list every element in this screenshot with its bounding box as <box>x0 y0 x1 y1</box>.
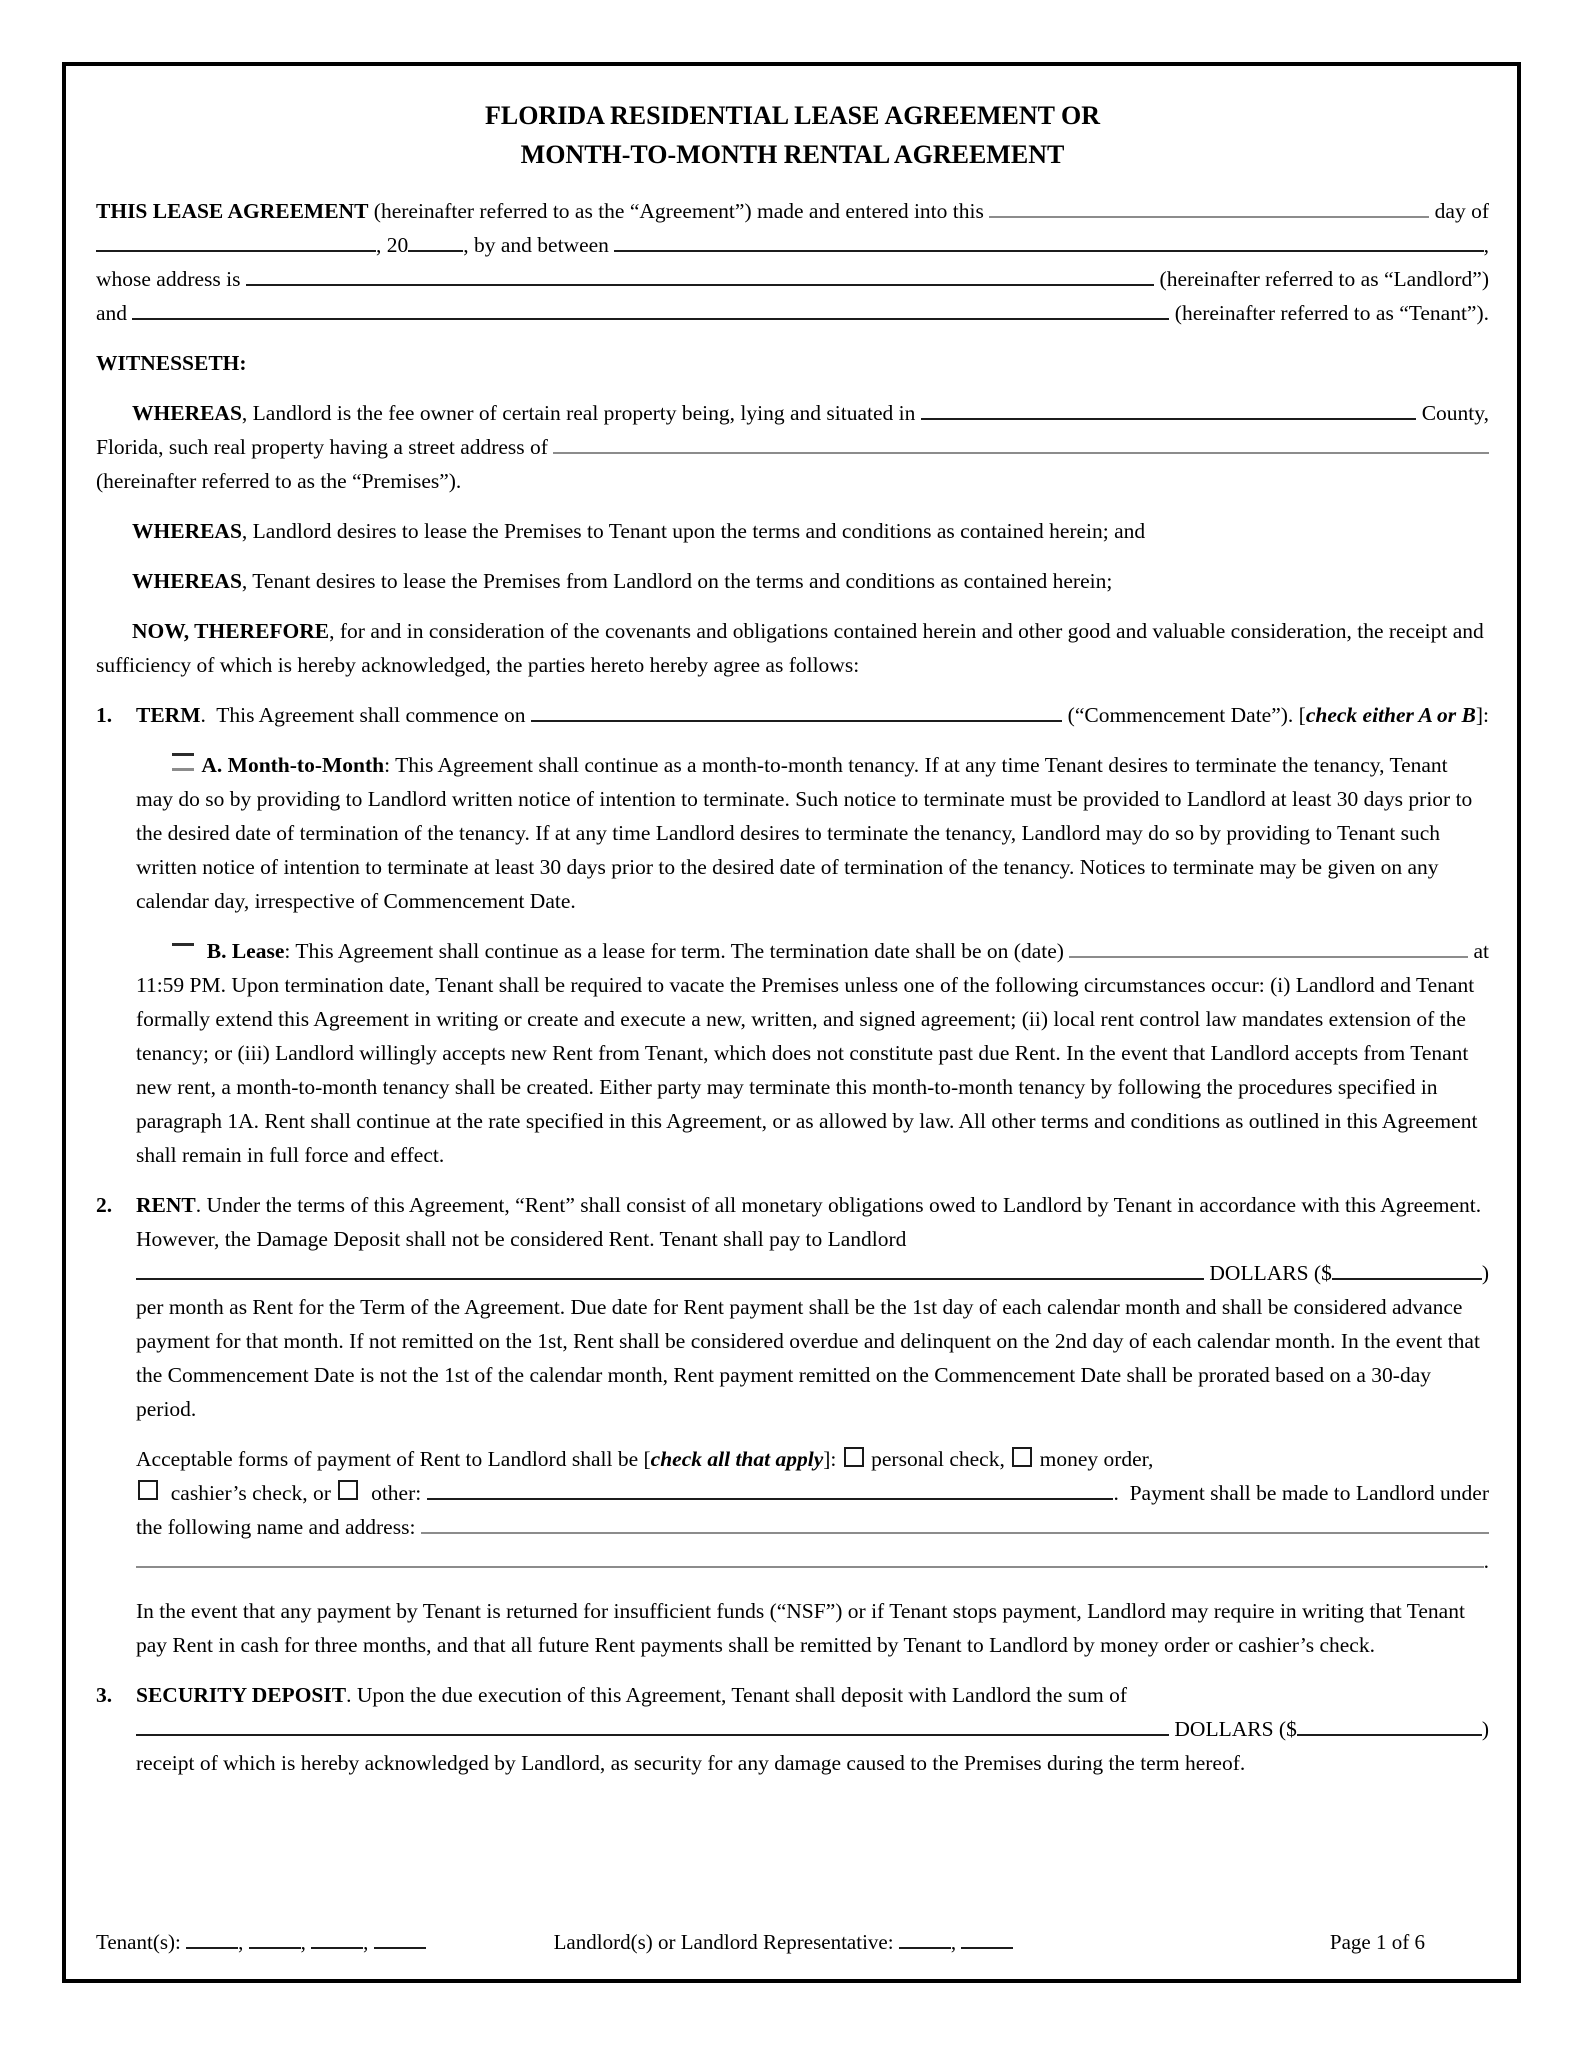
page-number: Page 1 of 6 <box>1329 1930 1425 1954</box>
text-segment: WITNESSETH: <box>96 351 247 375</box>
tab-indent <box>136 771 172 772</box>
paragraph-content <box>136 1442 1489 1476</box>
form-line <box>136 934 1489 968</box>
form-line <box>96 296 1489 330</box>
paragraph <box>96 1188 1489 1256</box>
text-segment: the following name and address: <box>136 1515 421 1539</box>
paragraph-content <box>136 1256 1489 1290</box>
paragraph <box>96 514 1489 548</box>
checkbox-option-a[interactable] <box>172 753 194 771</box>
text-segment: , for and in consideration of the covenants and obligations contained herein and other good and valuable consideration, the receipt and sufficiency of which is hereby acknowledged, the parties hereto hereby agree as follows: <box>96 619 1484 677</box>
section-number: 2. <box>96 1193 113 1217</box>
text-segment: per month as Rent for the Term of the Agreement. Due date for Rent payment shall be the 1st day of each calendar month and shall be considered advance payment for that month. If not remitted on the 1st, Rent shall be considered overdue and delinquent on the 2nd day of each calendar month. In the event that the Commencement Date is not the 1st of the calendar month, Rent payment remitted on the Commencement Date shall be prorated based on a 30-day period. <box>136 1295 1480 1421</box>
text-segment: receipt of which is hereby acknowledged by Landlord, as security for any damage caused to the Premises during the term hereof. <box>136 1751 1246 1775</box>
text-segment: WHEREAS <box>132 569 242 593</box>
text-segment: Landlord(s) or Landlord Representative: <box>553 1930 899 1954</box>
text-segment: check all that apply <box>650 1447 824 1471</box>
blank-field[interactable] <box>961 1927 1013 1949</box>
form-line <box>96 430 1489 464</box>
text-segment: NOW, THEREFORE <box>132 619 330 643</box>
checkbox[interactable] <box>844 1447 864 1467</box>
paragraph <box>96 614 1489 682</box>
text-segment: other: <box>360 1481 427 1505</box>
text-segment: personal check, <box>865 1447 1011 1471</box>
text-segment: , <box>238 1930 249 1954</box>
text-segment: (hereinafter referred to as “Landlord”) <box>1154 267 1489 291</box>
section-number: 3. <box>96 1683 113 1707</box>
paragraph <box>136 748 1489 918</box>
form-line <box>136 1476 1489 1510</box>
paragraph-content <box>96 296 1489 330</box>
text-segment: TERM <box>136 703 201 727</box>
paragraph-content <box>96 430 1489 464</box>
text-segment: (hereinafter referred to as the “Agreement”) made and entered into this <box>368 199 990 223</box>
paragraph-content <box>136 1476 1489 1510</box>
paragraph-content <box>96 346 1489 380</box>
text-segment: . Under the terms of this Agreement, “Rent” shall consist of all monetary obligations owed to Landlord by Tenant in accordance with this Agreement. However, the Damage Deposit shall not be considered Rent. Tenant shall pay to Landlord <box>136 1193 1482 1251</box>
form-line <box>96 698 1489 732</box>
text-segment: . <box>1483 1549 1489 1573</box>
paragraph <box>96 1678 1489 1712</box>
paragraph-content <box>96 262 1489 296</box>
text-segment: WHEREAS <box>132 401 242 425</box>
document-page <box>62 62 1521 1983</box>
paragraph-content <box>136 1544 1489 1578</box>
title-line-2: MONTH-TO-MONTH RENTAL AGREEMENT <box>520 140 1065 169</box>
text-segment: Tenant(s): <box>96 1930 187 1954</box>
text-segment: A. Month-to-Month <box>201 753 385 777</box>
text-segment: (hereinafter referred to as the “Premises”). <box>96 469 462 493</box>
form-line <box>136 1510 1489 1544</box>
tab-indent <box>136 957 172 958</box>
blank-field[interactable] <box>408 230 463 252</box>
text-segment: cashier’s check, or <box>160 1481 337 1505</box>
blank-field[interactable] <box>1297 1714 1482 1736</box>
text-segment: 11:59 PM. Upon termination date, Tenant shall be required to vacate the Premises unless one of the following circumstances occur: (i) Landlord and Tenant formally extend this Agreement in writing or create and execute a new, written, and signed agreement; (ii) local rent control law mandates extension of the tenancy; or (iii) Landlord willingly accepts new Rent from Tenant, which does not constitute past due Rent. In the event that Landlord accepts from Tenant new rent, a month-to-month tenancy shall be created. Either party may terminate this month-to-month tenancy by following the procedures specified in paragraph 1A. Rent shall continue at the rate specified in this Agreement, or as allowed by law. All other terms and conditions as outlined in this Agreement shall remain in full force and effect. <box>136 973 1478 1167</box>
blank-field[interactable] <box>553 432 1489 454</box>
paragraph <box>96 464 1489 498</box>
text-segment: B. Lease <box>206 939 285 963</box>
paragraph <box>136 1594 1489 1662</box>
form-line <box>96 396 1489 430</box>
text-segment: DOLLARS ($ <box>1169 1717 1297 1741</box>
paragraph-content <box>136 934 1489 968</box>
paragraph <box>136 1442 1489 1476</box>
paragraph-content <box>96 194 1489 228</box>
paragraph-content <box>136 698 1489 732</box>
form-line <box>96 194 1489 228</box>
text-segment: , <box>300 1930 312 1954</box>
paragraph-content <box>136 1678 1489 1712</box>
blank-field[interactable] <box>96 230 376 252</box>
title-line-1: FLORIDA RESIDENTIAL LEASE AGREEMENT OR <box>484 101 1100 130</box>
text-segment: . This Agreement shall commence on <box>200 703 531 727</box>
text-segment: , <box>950 1930 962 1954</box>
text-segment: , Tenant desires to lease the Premises from Landlord on the terms and conditions as contained herein; <box>241 569 1113 593</box>
paragraph-content <box>96 396 1489 430</box>
tab-indent <box>96 637 132 638</box>
text-segment: , <box>363 1930 374 1954</box>
text-segment <box>196 934 207 968</box>
blank-field[interactable] <box>899 1927 951 1949</box>
text-segment: , 20 <box>376 233 409 257</box>
paragraph-content <box>96 228 1489 262</box>
text-segment: ]: <box>823 1447 842 1471</box>
paragraph-content <box>96 564 1489 598</box>
blank-field[interactable] <box>614 230 1483 252</box>
paragraph-content <box>96 514 1489 548</box>
paragraph <box>96 564 1489 598</box>
paragraph-content <box>136 1290 1489 1426</box>
text-segment: THIS LEASE AGREEMENT <box>96 199 369 223</box>
blank-field[interactable] <box>1069 936 1468 958</box>
section-number: 1. <box>96 703 113 727</box>
blank-field[interactable] <box>136 1258 1204 1280</box>
blank-field[interactable] <box>311 1927 363 1949</box>
form-line <box>136 1544 1489 1578</box>
document-body <box>96 86 1489 1780</box>
checkbox[interactable] <box>138 1480 158 1500</box>
text-segment: day of <box>1429 199 1489 223</box>
footer-tenants <box>96 1927 426 1955</box>
document-title <box>96 96 1489 174</box>
text-segment: , <box>1483 233 1489 257</box>
paragraph <box>136 1746 1489 1780</box>
tab-indent <box>96 587 132 588</box>
blank-field[interactable] <box>531 700 1062 722</box>
text-segment: , Landlord is the fee owner of certain real property being, lying and situated in <box>241 401 921 425</box>
blank-field[interactable] <box>427 1478 1114 1500</box>
paragraph-content <box>136 1188 1489 1256</box>
blank-field[interactable] <box>132 298 1169 320</box>
checkbox-option-b[interactable] <box>172 943 194 958</box>
paragraph-content <box>136 1712 1489 1746</box>
text-segment: money order, <box>1034 1447 1154 1471</box>
paragraph-content <box>136 1746 1489 1780</box>
checkbox[interactable] <box>338 1480 358 1500</box>
text-segment: and <box>96 301 133 325</box>
text-segment: SECURITY DEPOSIT <box>136 1683 347 1707</box>
text-segment: In the event that any payment by Tenant is returned for insufficient funds (“NSF”) or if Tenant stops payment, Landlord may require in writing that Tenant pay Rent in cash for three months, and that all future Rent payments shall be remitted by Tenant to Landlord by money order or cashier’s check. <box>136 1599 1465 1657</box>
text-segment: , Landlord desires to lease the Premises to Tenant upon the terms and conditions as contained herein; and <box>241 519 1146 543</box>
blank-field[interactable] <box>246 264 1154 286</box>
text-segment: (hereinafter referred to as “Tenant”). <box>1169 301 1489 325</box>
text-segment: whose address is <box>96 267 246 291</box>
text-segment: : This Agreement shall continue as a month-to-month tenancy. If at any time Tenant desires to terminate the tenancy, Tenant may do so by providing to Landlord written notice of intention to terminate. Such notice to terminate must be provided to Landlord at least 30 days prior to the desired date of termination of the tenancy. If at any time Landlord desires to terminate the tenancy, Landlord may do so by providing to Tenant such written notice of intention to terminate at least 30 days prior to the desired date of termination of the tenancy. Notices to terminate may be given on any calendar day, irrespective of Commencement Date. <box>136 753 1473 913</box>
paragraph-content <box>96 614 1489 682</box>
form-line <box>136 1712 1489 1746</box>
paragraph-content <box>136 1594 1489 1662</box>
blank-field[interactable] <box>374 1927 426 1949</box>
tab-indent <box>96 419 132 420</box>
tab-indent <box>96 537 132 538</box>
text-segment: ]: <box>1475 703 1489 727</box>
text-segment: . Upon the due execution of this Agreement, Tenant shall deposit with Landlord the sum of <box>346 1683 1127 1707</box>
text-segment: at <box>1468 939 1489 963</box>
paragraph <box>136 968 1489 1172</box>
text-segment: County, <box>1416 401 1489 425</box>
form-line <box>96 228 1489 262</box>
paragraph-content <box>136 748 1489 918</box>
text-segment: Florida, such real property having a street address of <box>96 435 554 459</box>
text-segment: , by and between <box>463 233 615 257</box>
document-paragraphs <box>96 194 1489 1780</box>
form-line <box>136 1256 1489 1290</box>
page-footer <box>96 1927 1487 1955</box>
paragraph-content <box>136 968 1489 1172</box>
blank-field[interactable] <box>249 1927 301 1949</box>
blank-field[interactable] <box>186 1927 238 1949</box>
blank-field[interactable] <box>136 1546 1484 1568</box>
blank-field[interactable] <box>421 1512 1489 1534</box>
paragraph <box>136 1290 1489 1426</box>
text-segment: check either A or B <box>1305 703 1476 727</box>
blank-field[interactable] <box>989 196 1429 218</box>
paragraph <box>96 346 1489 380</box>
paragraph-content <box>136 1510 1489 1544</box>
blank-field[interactable] <box>1332 1258 1482 1280</box>
footer-landlord <box>554 1927 1014 1955</box>
blank-field[interactable] <box>136 1714 1169 1736</box>
text-segment: DOLLARS ($ <box>1204 1261 1332 1285</box>
blank-field[interactable] <box>921 398 1417 420</box>
text-segment: . Payment shall be made to Landlord under <box>1113 1481 1489 1505</box>
form-line <box>96 262 1489 296</box>
text-segment: : This Agreement shall continue as a lease for term. The termination date shall be on (date) <box>284 939 1070 963</box>
text-segment: ) <box>1481 1717 1489 1741</box>
text-segment: (“Commencement Date”). [ <box>1062 703 1306 727</box>
text-segment: RENT <box>136 1193 196 1217</box>
paragraph-content <box>96 464 1489 498</box>
text-segment: Acceptable forms of payment of Rent to Landlord shall be [ <box>136 1447 651 1471</box>
text-segment: ) <box>1481 1261 1489 1285</box>
checkbox[interactable] <box>1012 1447 1032 1467</box>
text-segment: WHEREAS <box>132 519 242 543</box>
